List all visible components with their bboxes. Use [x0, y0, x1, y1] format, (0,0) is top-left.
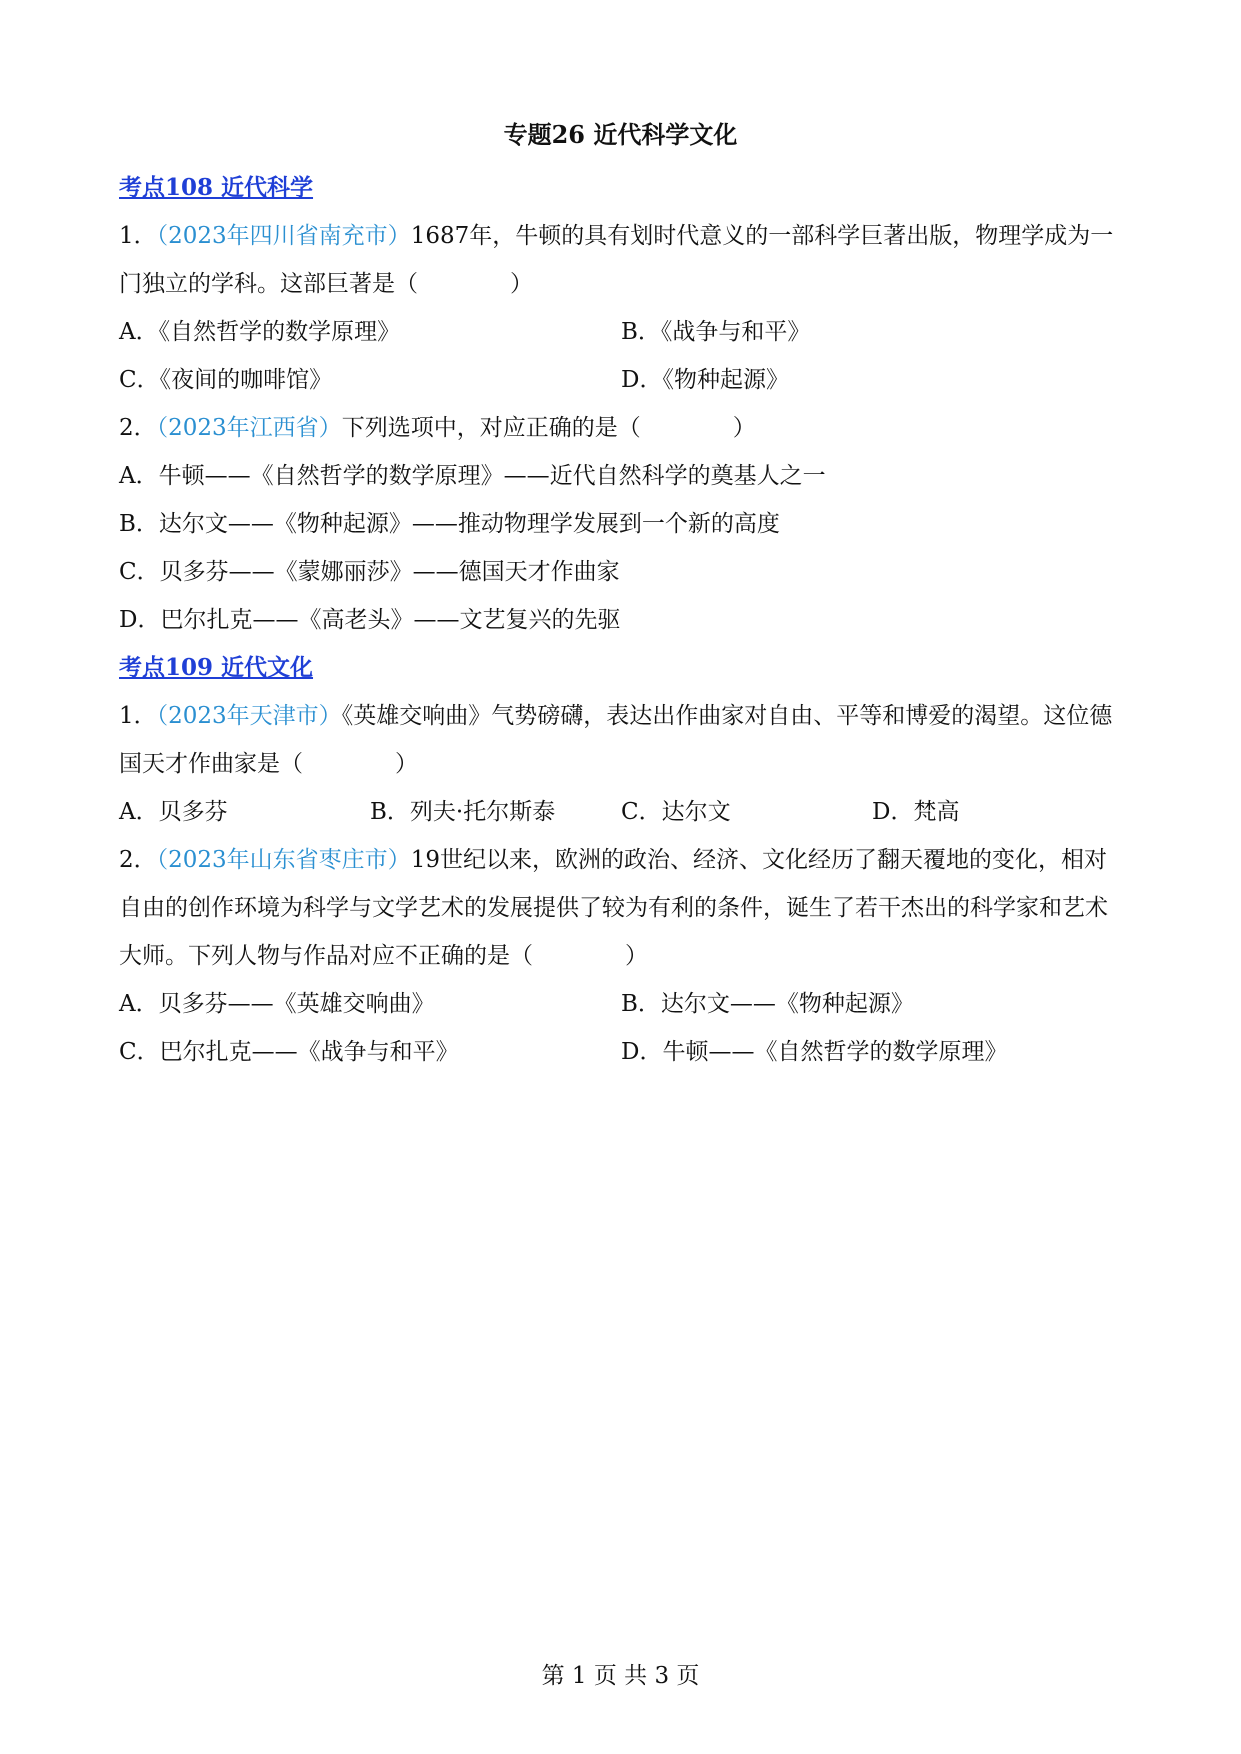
question-number: 2． — [119, 415, 157, 441]
question — [119, 692, 1125, 788]
option: D．《物种起源》 — [621, 367, 789, 393]
question-number: 1． — [119, 223, 157, 249]
option: B．列夫·托尔斯泰 — [370, 799, 556, 825]
options-grid — [119, 980, 1125, 1076]
section-heading[interactable]: 考点109 近代文化 — [119, 654, 314, 681]
page-footer: 第 1 页 共 3 页 — [541, 1663, 700, 1689]
option: A．牛顿——《自然哲学的数学原理》——近代自然科学的奠基人之一 — [119, 463, 826, 489]
options-grid — [119, 788, 1125, 836]
question-source: （2023年江西省） — [156, 415, 342, 441]
option: A．贝多芬——《英雄交响曲》 — [119, 991, 435, 1017]
option: D．牛顿——《自然哲学的数学原理》 — [621, 1039, 1008, 1065]
option: B．达尔文——《物种起源》——推动物理学发展到一个新的高度 — [119, 511, 780, 537]
question-source: （2023年四川省南充市） — [156, 223, 411, 249]
option: C．巴尔扎克——《战争与和平》 — [119, 1039, 459, 1065]
question-text: 19世纪以来，欧洲的政治、经济、文化经历了翻天覆地的变化，相对自由的创作环境为科学与文学艺术的发展提供了较为有利的条件，诞生了若干杰出的科学家和艺术大师。下列人物与作品对应不正确的是（ ） — [119, 847, 1108, 969]
document-title: 专题26 近代科学文化 — [503, 120, 738, 149]
question — [119, 212, 1125, 308]
option: D．梵高 — [872, 799, 960, 825]
document-content — [119, 164, 1125, 1076]
section-heading[interactable]: 考点108 近代科学 — [119, 174, 314, 201]
option: A．贝多芬 — [119, 799, 228, 825]
option: B．达尔文——《物种起源》 — [621, 991, 914, 1017]
question — [119, 404, 1125, 452]
question-number: 1． — [119, 703, 157, 729]
question-source: （2023年天津市） — [156, 703, 342, 729]
question-source: （2023年山东省枣庄市） — [156, 847, 411, 873]
option: B．《战争与和平》 — [621, 319, 811, 345]
option: A．《自然哲学的数学原理》 — [119, 319, 401, 345]
options-grid — [119, 308, 1125, 404]
option: C．贝多芬——《蒙娜丽莎》——德国天才作曲家 — [119, 559, 620, 585]
question-text: 《英雄交响曲》气势磅礴，表达出作曲家对自由、平等和博爱的渴望。这位德国天才作曲家是（ ） — [119, 703, 1113, 777]
question-text: 下列选项中，对应正确的是（ ） — [341, 415, 756, 441]
option: C．达尔文 — [621, 799, 731, 825]
question-text: 1687年，牛顿的具有划时代意义的一部科学巨著出版，物理学成为一门独立的学科。这部巨著是（ ） — [119, 223, 1114, 297]
option: C．《夜间的咖啡馆》 — [119, 367, 333, 393]
option: D．巴尔扎克——《高老头》——文艺复兴的先驱 — [119, 607, 621, 633]
question — [119, 836, 1125, 980]
question-number: 2． — [119, 847, 157, 873]
